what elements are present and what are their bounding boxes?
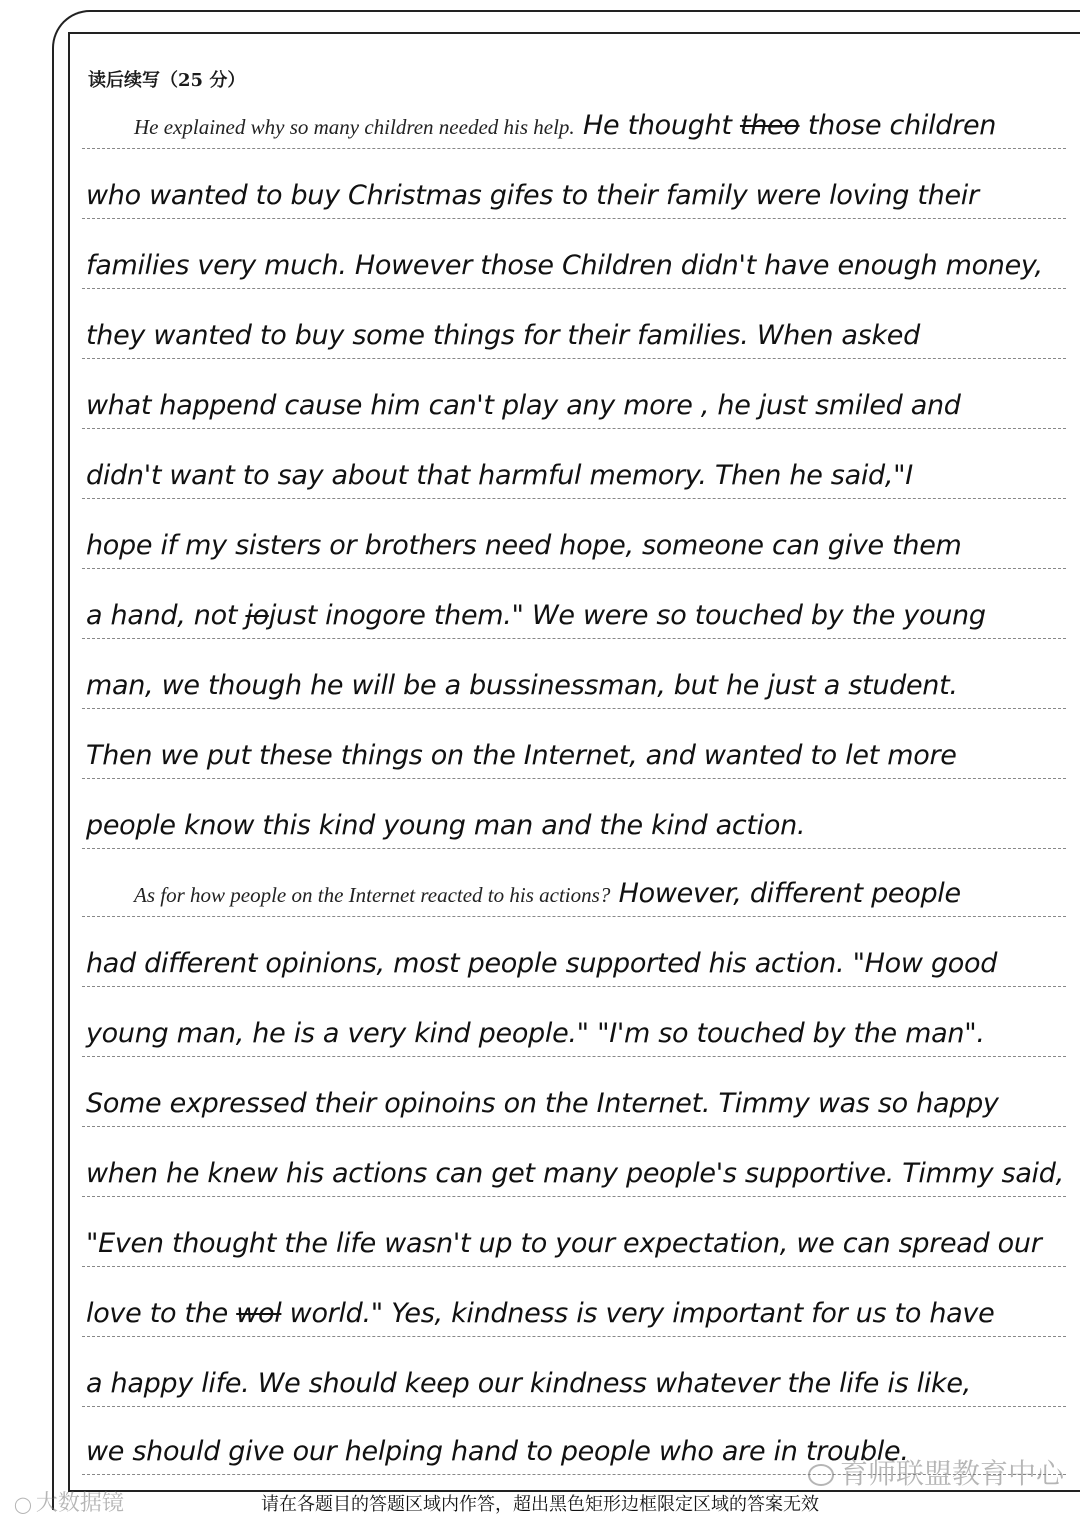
ruled-line: [82, 848, 1066, 849]
paragraph1-line: man, we though he will be a bussinessman, but he just a student.: [86, 670, 958, 701]
watermark-right: [808, 1452, 1064, 1492]
ruled-line: [82, 1056, 1066, 1057]
footer-note: 请在各题目的答题区域内作答，超出黑色矩形边框限定区域的答案无效: [261, 1494, 819, 1515]
paragraph2-line: a happy life. We should keep our kindness whatever the life is like,: [86, 1368, 971, 1399]
paragraph1-line: they wanted to buy some things for their families. When asked: [86, 320, 920, 351]
handwriting-text: just inogore them." We were so touched by the young: [268, 600, 986, 631]
paragraph1-line: what happend cause him can't play any more , he just smiled and: [86, 390, 961, 421]
paragraph1-line: [134, 110, 1066, 141]
ruled-line: [82, 568, 1066, 569]
logo-icon: ◯: [14, 1495, 32, 1514]
paragraph1-line: people know this kind young man and the kind action.: [86, 810, 806, 841]
handwriting-text: However, different people: [618, 878, 961, 909]
ruled-line: [82, 778, 1066, 779]
handwriting-text: world." Yes, kindness is very important for us to have: [281, 1298, 995, 1329]
handwriting-text: those children: [799, 110, 997, 141]
paragraph2-line: when he knew his actions can get many people's supportive. Timmy said,: [86, 1158, 1064, 1189]
paragraph2-line: had different opinions, most people supported his action. "How good: [86, 948, 998, 979]
ruled-line: [82, 218, 1066, 219]
ruled-line: [82, 638, 1066, 639]
ruled-line: [82, 1266, 1066, 1267]
wechat-icon: [808, 1464, 834, 1486]
paragraph2-line: we should give our helping hand to people who are in trouble.: [86, 1436, 909, 1467]
crossed-out-word: wol: [236, 1298, 282, 1329]
paragraph2-line: young man, he is a very kind people." "I'm so touched by the man".: [86, 1018, 985, 1049]
paragraph2-prompt: As for how people on the Internet reacted to his actions?: [134, 883, 611, 907]
paragraph1-prompt: He explained why so many children needed his help.: [134, 115, 575, 139]
ruled-line: [82, 148, 1066, 149]
handwriting-text: a hand, not: [86, 600, 246, 631]
paragraph2-line: [134, 878, 1066, 909]
paragraph1-line: didn't want to say about that harmful memory. Then he said,"I: [86, 460, 913, 491]
crossed-out-word: jo: [245, 600, 269, 631]
ruled-line: [82, 288, 1066, 289]
section-title: 读后续写（25 分）: [88, 70, 246, 91]
ruled-line: [82, 1336, 1066, 1337]
ruled-line: [82, 428, 1066, 429]
handwriting-text: He thought: [582, 110, 740, 141]
paragraph1-line: who wanted to buy Christmas gifes to their family were loving their: [86, 180, 979, 211]
paragraph2-line: "Even thought the life wasn't up to your expectation, we can spread our: [86, 1228, 1042, 1259]
ruled-line: [82, 498, 1066, 499]
watermark-right-text: 育师联盟教育中心: [840, 1457, 1065, 1490]
ruled-line: [82, 1196, 1066, 1197]
handwriting-text: love to the: [86, 1298, 237, 1329]
ruled-line: [82, 1406, 1066, 1407]
ruled-line: [82, 986, 1066, 987]
paragraph1-line: [86, 600, 1066, 631]
paragraph1-line: families very much. However those Children didn't have enough money,: [86, 250, 1043, 281]
paragraph2-line: [86, 1298, 1066, 1329]
ruled-line: [82, 708, 1066, 709]
paragraph2-line: Some expressed their opinoins on the Internet. Timmy was so happy: [86, 1088, 999, 1119]
paragraph1-line: hope if my sisters or brothers need hope, someone can give them: [86, 530, 962, 561]
ruled-line: [82, 916, 1066, 917]
paragraph1-line: Then we put these things on the Internet, and wanted to let more: [86, 740, 957, 771]
crossed-out-word: theo: [739, 110, 800, 141]
watermark-left-text: 大数据镜: [35, 1491, 124, 1516]
ruled-line: [82, 358, 1066, 359]
ruled-line: [82, 1126, 1066, 1127]
